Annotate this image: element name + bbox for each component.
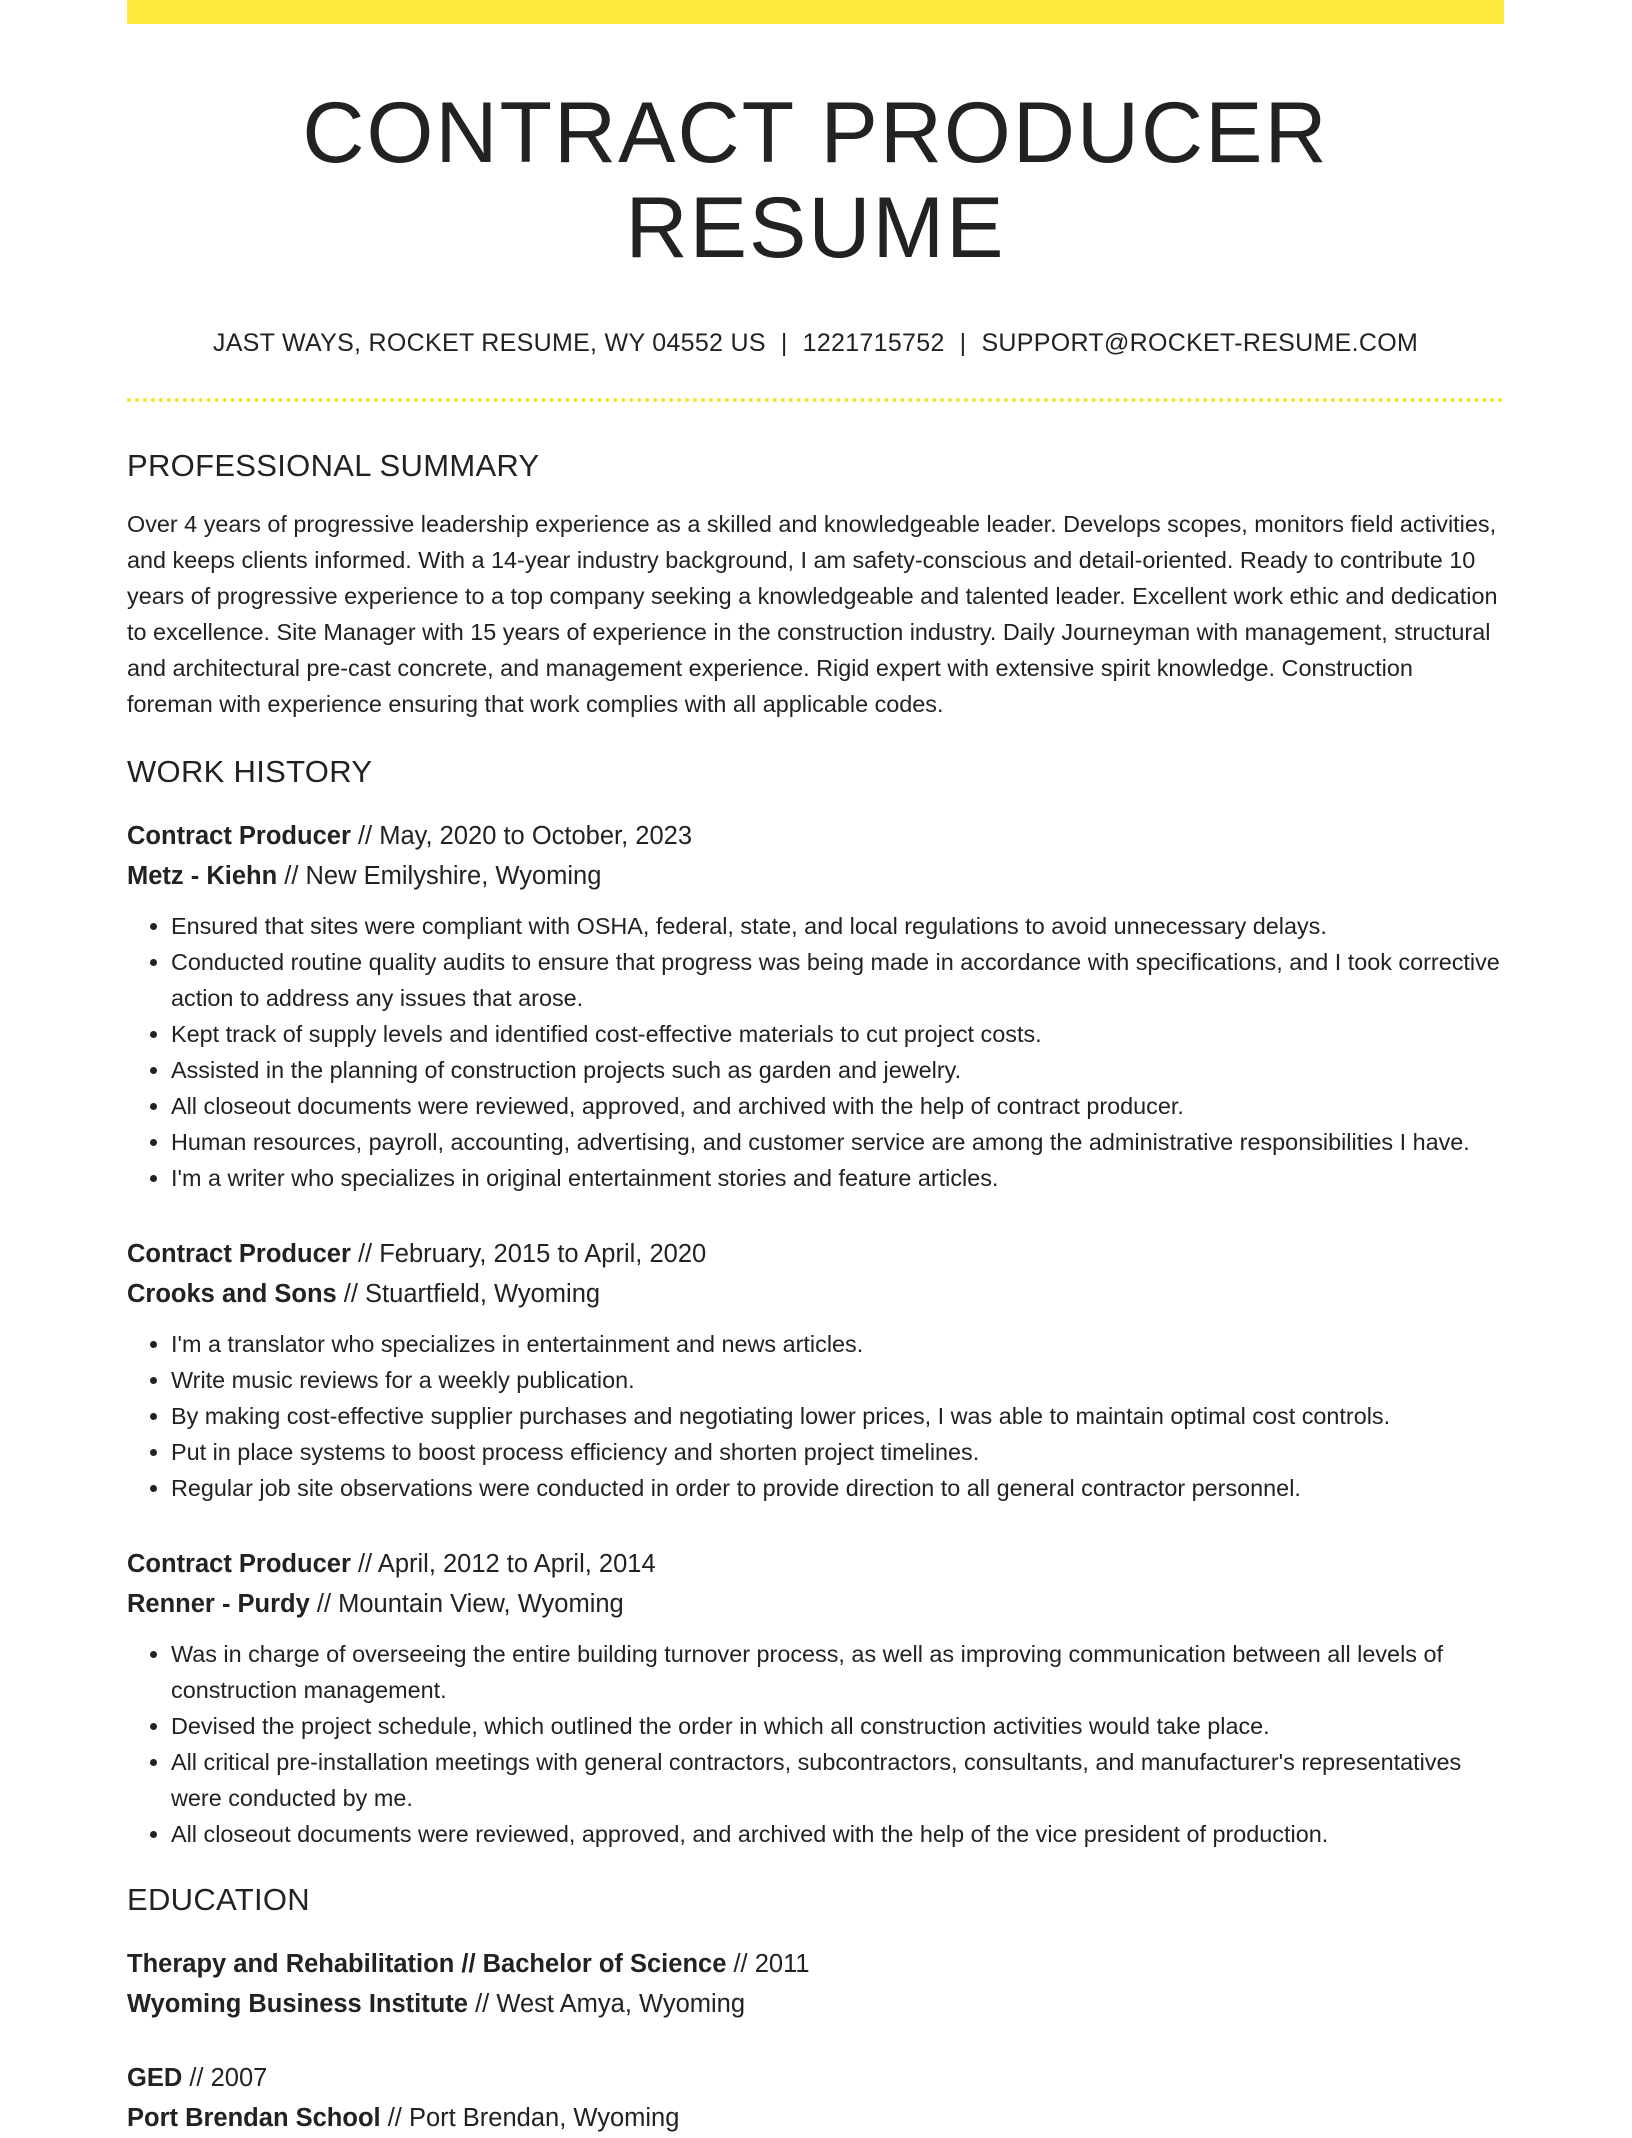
section-heading: WORK HISTORY [127,754,373,790]
job-bullets [127,1326,1504,1506]
bullet-item: • Put in place systems to boost process efficiency and shorten project timelines. [171,1434,1504,1470]
bullet-item: • Devised the project schedule, which outlined the order in which all construction activities would take place. [171,1708,1504,1744]
job-entry [127,1544,1504,1852]
bullet-item: • Regular job site observations were conducted in order to provide direction to all general contractor personnel. [171,1470,1504,1506]
job-company: Renner - Purdy [127,1590,310,1619]
contact-email: SUPPORT@ROCKET-RESUME.COM [981,329,1419,358]
bullet-item: • Was in charge of overseeing the entire building turnover process, as well as improving communication between all levels of construction management. [171,1636,1504,1708]
job-title: Contract Producer [127,822,351,851]
job-location: // New Emilyshire, Wyoming [277,862,602,891]
bullet-item: • All closeout documents were reviewed, approved, and archived with the help of the vice president of production. [171,1816,1504,1852]
job-company-line [127,1274,1504,1314]
job-bullets [127,908,1504,1196]
bullet-item: • I'm a translator who specializes in entertainment and news articles. [171,1326,1504,1362]
resume-page [127,0,1504,2138]
job-title-line [127,816,1504,856]
education-school-line [127,2098,1504,2138]
job-title: Contract Producer [127,1240,351,1269]
education-location: // West Amya, Wyoming [468,1990,746,2019]
job-location: // Stuartfield, Wyoming [336,1280,601,1309]
education-school-line [127,1984,1504,2024]
professional-summary-section [127,448,1504,722]
job-title-line [127,1544,1504,1584]
bullet-item: • Conducted routine quality audits to ensure that progress was being made in accordance with specifications, and I took corrective action to address any issues that arose. [171,944,1504,1016]
education-section [127,1882,1504,2138]
education-entry [127,2058,1504,2138]
contact-address: JAST WAYS, ROCKET RESUME, WY 04552 US [212,329,766,358]
job-title-line [127,1234,1504,1274]
job-entry [127,816,1504,1196]
education-degree: Therapy and Rehabilitation // Bachelor of Science [127,1950,727,1979]
education-entry [127,1944,1504,2024]
bullet-item: • I'm a writer who specializes in original entertainment stories and feature articles. [171,1160,1504,1196]
job-dates: // February, 2015 to April, 2020 [350,1240,707,1269]
bullet-item: • All critical pre-installation meetings with general contractors, subcontractors, consultants, and manufacturer's representatives were conducted by me. [171,1744,1504,1816]
section-heading: EDUCATION [127,1882,310,1918]
accent-top-bar [127,0,1504,24]
job-title: Contract Producer [127,1550,351,1579]
job-entry [127,1234,1504,1506]
education-degree-line [127,2058,1504,2098]
bullet-item: • Write music reviews for a weekly publication. [171,1362,1504,1398]
job-dates: // May, 2020 to October, 2023 [350,822,693,851]
job-company: Metz - Kiehn [127,862,278,891]
education-school: Wyoming Business Institute [127,1990,468,2019]
contact-phone: 1221715752 [802,329,945,358]
job-dates: // April, 2012 to April, 2014 [350,1550,656,1579]
summary-text: Over 4 years of progressive leadership experience as a skilled and knowledgeable leader. Develops scopes, monitors field activities, and keeps clients informed. With a 14-year industry background, I am safety-conscious and detail-oriented. Ready to contribute 10 years of progressive experience to a top company seeking a knowledgeable and talented leader. Excellent work ethic and dedication to excellence. Site Manager with 15 years of experience in the construction industry. Daily Journeyman with management, structural and architectural pre-cast concrete, and management experience. Rigid expert with extensive spirit knowledge. Construction foreman with experience ensuring that work complies with all applicable codes. [127,511,1498,718]
contact-line [127,329,1504,358]
job-bullets [127,1636,1504,1852]
contact-separator: | [780,329,788,358]
education-degree-line [127,1944,1504,1984]
education-location: // Port Brendan, Wyoming [380,2104,680,2133]
job-company-line [127,856,1504,896]
job-company: Crooks and Sons [127,1280,337,1309]
education-year: // 2011 [726,1950,810,1979]
bullet-item: • Human resources, payroll, accounting, advertising, and customer service are among the administrative responsibilities I have. [171,1124,1504,1160]
bullet-item: • Ensured that sites were compliant with OSHA, federal, state, and local regulations to avoid unnecessary delays. [171,908,1504,944]
bullet-item: • By making cost-effective supplier purchases and negotiating lower prices, I was able to maintain optimal cost controls. [171,1398,1504,1434]
bullet-item: • Assisted in the planning of construction projects such as garden and jewelry. [171,1052,1504,1088]
bullet-item: • Kept track of supply levels and identified cost-effective materials to cut project costs. [171,1016,1504,1052]
education-degree: GED [127,2064,183,2093]
job-location: // Mountain View, Wyoming [309,1590,624,1619]
education-year: // 2007 [182,2064,268,2093]
bullet-item: • All closeout documents were reviewed, approved, and archived with the help of contract producer. [171,1088,1504,1124]
section-heading: PROFESSIONAL SUMMARY [127,448,540,484]
contact-separator: | [959,329,967,358]
resume-title: CONTRACT PRODUCER RESUME [302,85,1329,276]
work-history-section [127,754,1504,1852]
job-company-line [127,1584,1504,1624]
dotted-divider [127,398,1504,402]
education-school: Port Brendan School [127,2104,381,2133]
